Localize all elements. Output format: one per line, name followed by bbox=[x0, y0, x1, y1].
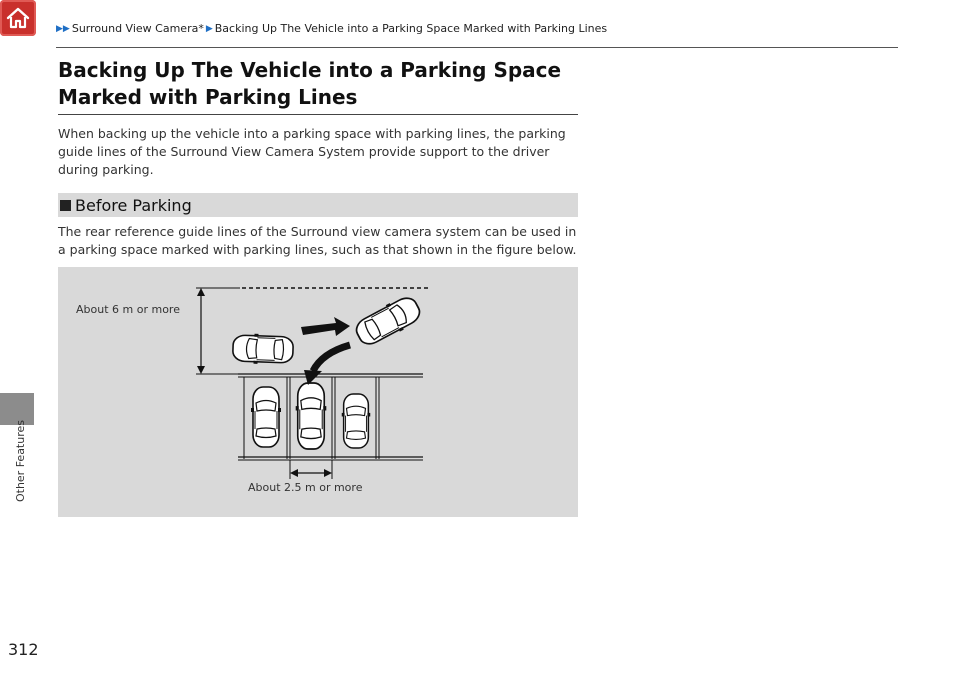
parked-car-left bbox=[251, 387, 281, 447]
home-button[interactable] bbox=[0, 0, 36, 36]
car-initial-position bbox=[232, 333, 293, 365]
page-number: 312 bbox=[8, 640, 39, 659]
triangle-right-icon: ▶ bbox=[205, 23, 213, 34]
depth-label: About 6 m or more bbox=[76, 303, 180, 316]
section-paragraph: The rear reference guide lines of the Surround view camera system can be used in a parking space marked with parking lines, such as that shown in the figure below. bbox=[58, 224, 577, 257]
breadcrumb bbox=[56, 22, 607, 35]
triangle-right-icon: ▶▶ bbox=[56, 23, 70, 34]
parked-car-right bbox=[342, 394, 371, 448]
section-title: Before Parking bbox=[75, 195, 192, 215]
side-section-label bbox=[13, 420, 27, 510]
parking-figure bbox=[58, 267, 578, 517]
intro-paragraph: When backing up the vehicle into a parking space with parking lines, the parking guide lines of the Surround View Camera System provide support to the driver during parking. bbox=[58, 126, 566, 177]
breadcrumb-item-surround-view[interactable]: Surround View Camera* bbox=[71, 22, 204, 35]
section-header bbox=[58, 193, 578, 217]
car-pullforward-position bbox=[352, 292, 424, 349]
breadcrumb-item-current[interactable]: Backing Up The Vehicle into a Parking Space Marked with Parking Lines bbox=[214, 22, 608, 35]
target-car-center bbox=[296, 383, 327, 449]
title-divider bbox=[58, 114, 578, 115]
reverse-arrow bbox=[313, 345, 350, 371]
home-icon bbox=[5, 6, 31, 30]
width-label: About 2.5 m or more bbox=[248, 481, 363, 494]
side-section-text: Other Features bbox=[13, 420, 27, 503]
page-title: Backing Up The Vehicle into a Parking Space Marked with Parking Lines bbox=[58, 58, 562, 109]
header-divider bbox=[56, 47, 898, 48]
forward-arrow bbox=[301, 317, 350, 336]
square-bullet-icon bbox=[60, 200, 71, 211]
